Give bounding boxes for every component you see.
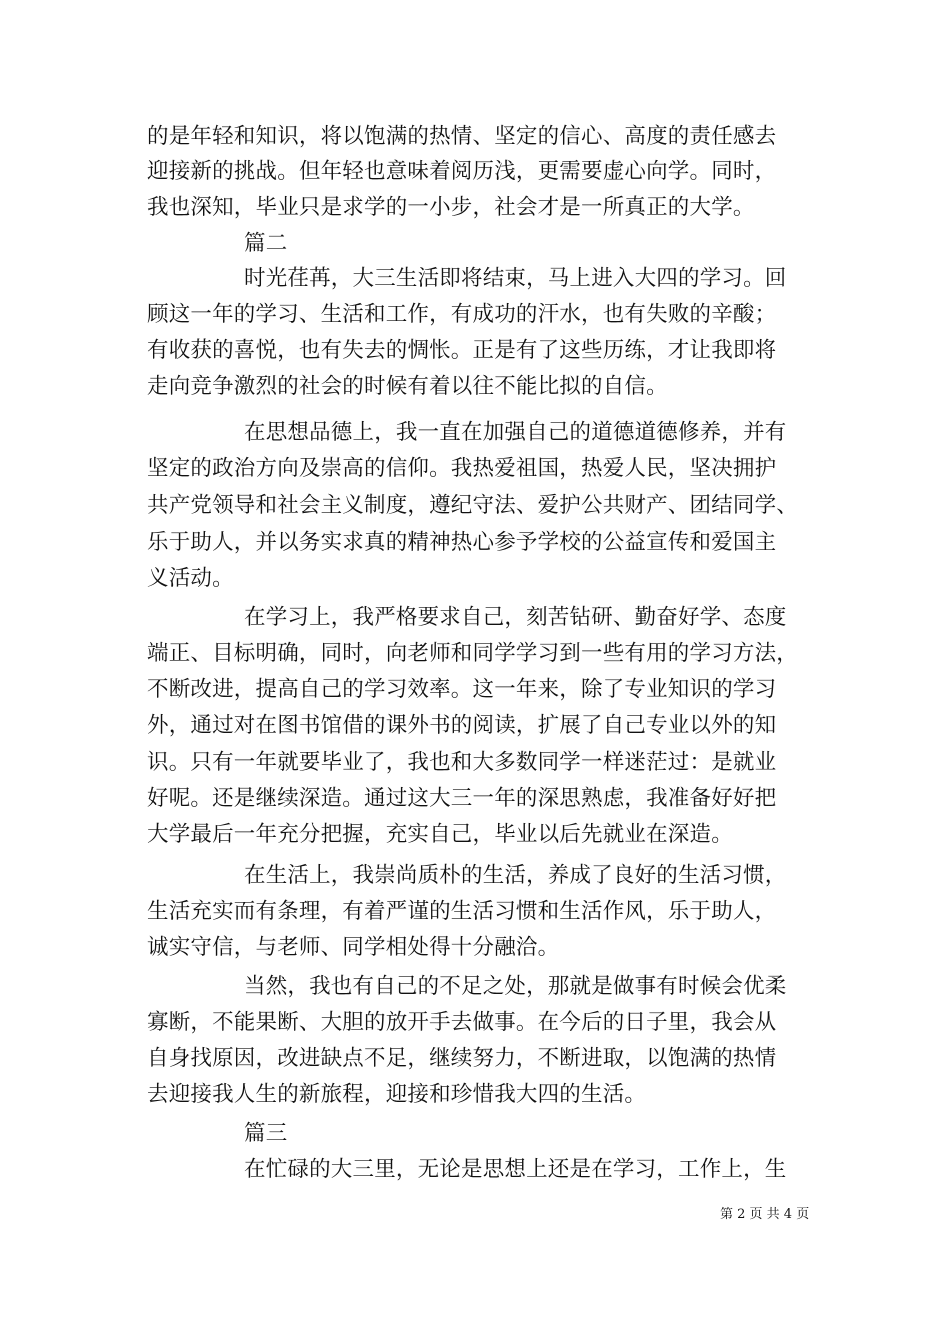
text-line: 端正、目标明确，同时，向老师和同学学习到一些有用的学习方法， [147,641,799,666]
text-line: 寡断，不能果断、大胆的放开手去做事。在今后的日子里，我会从 [147,1010,777,1035]
text-line: 迎接新的挑战。但年轻也意味着阅历浅，更需要虚心向学。同时， [147,159,777,184]
text-line: 乐于助人，并以务实求真的精神热心参予学校的公益宣传和爱国主 [147,530,777,555]
text-line: 走向竞争激烈的社会的时候有着以往不能比拟的自信。 [147,374,668,399]
text-line: 共产党领导和社会主义制度，遵纪守法、爱护公共财产、团结同学、 [147,493,799,518]
text-line: 在思想品德上，我一直在加强自己的道德道德修养，并有 [244,420,787,445]
text-line: 时光荏苒，大三生活即将结束，马上进入大四的学习。回 [244,266,787,291]
text-line: 在生活上，我崇尚质朴的生活，养成了良好的生活习惯， [244,863,787,888]
text-line: 的是年轻和知识，将以饱满的热情、坚定的信心、高度的责任感去 [147,124,777,149]
section-heading: 篇二 [244,231,288,256]
page-number-footer: 第 2 页 共 4 页 [720,1207,810,1222]
text-line: 当然，我也有自己的不足之处，那就是做事有时候会优柔 [244,974,787,999]
text-line: 在忙碌的大三里，无论是思想上还是在学习，工作上，生 [244,1157,787,1182]
text-line: 顾这一年的学习、生活和工作，有成功的汗水，也有失败的辛酸； [147,302,777,327]
text-line: 不断改进，提高自己的学习效率。这一年来，除了专业知识的学习 [147,677,777,702]
text-line: 外，通过对在图书馆借的课外书的阅读，扩展了自己专业以外的知 [147,713,777,738]
section-heading: 篇三 [244,1121,288,1146]
text-line: 去迎接我人生的新旅程，迎接和珍惜我大四的生活。 [147,1082,647,1107]
text-line: 生活充实而有条理，有着严谨的生活习惯和生活作风，乐于助人， [147,899,777,924]
text-line: 自身找原因，改进缺点不足，继续努力，不断进取，以饱满的热情 [147,1046,777,1071]
text-line: 在学习上，我严格要求自己，刻苦钻研、勤奋好学、态度 [244,605,787,630]
text-line: 有收获的喜悦，也有失去的惆怅。正是有了这些历练，才让我即将 [147,338,777,363]
text-line: 我也深知，毕业只是求学的一小步，社会才是一所真正的大学。 [147,195,755,220]
text-line: 义活动。 [147,566,234,591]
text-line: 大学最后一年充分把握，充实自己，毕业以后先就业在深造。 [147,822,733,847]
text-line: 识。只有一年就要毕业了，我也和大多数同学一样迷茫过：是就业 [147,750,777,775]
text-line: 诚实守信，与老师、同学相处得十分融洽。 [147,935,560,960]
text-line: 好呢。还是继续深造。通过这大三一年的深思熟虑，我准备好好把 [147,786,777,811]
text-line: 坚定的政治方向及崇高的信仰。我热爱祖国，热爱人民，坚决拥护 [147,456,777,481]
